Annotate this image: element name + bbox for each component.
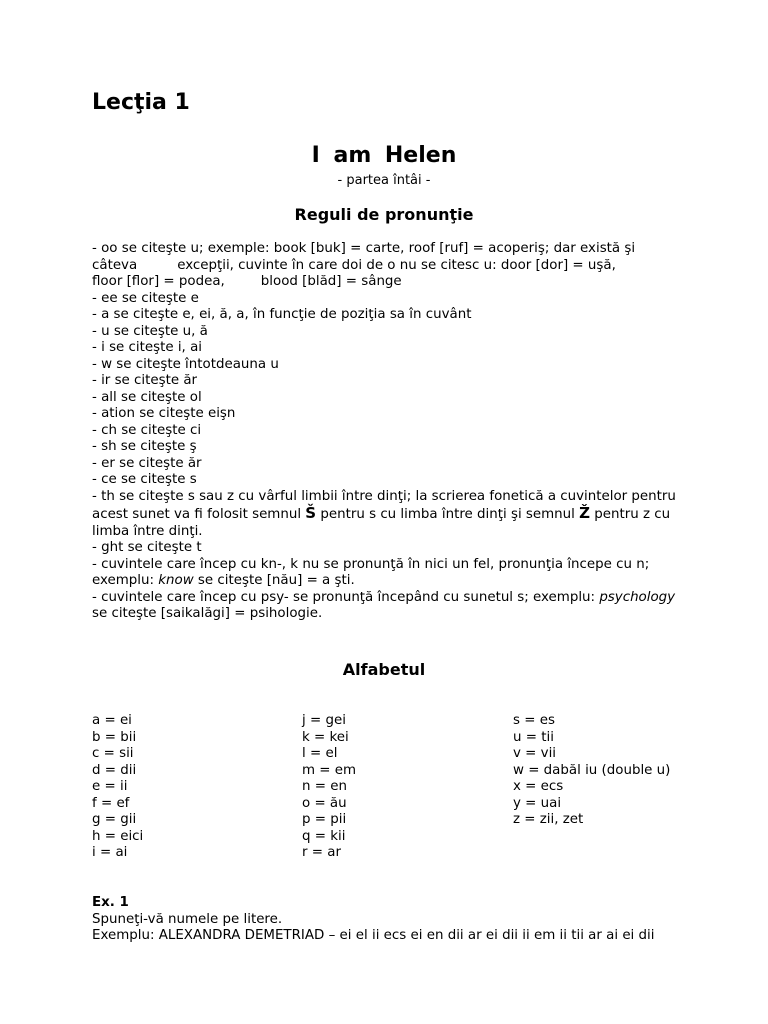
alphabet-letter: s = es — [513, 713, 555, 728]
alphabet-letter: y = uai — [513, 795, 562, 811]
rule-item: - ir se citeşte ăr — [92, 373, 198, 388]
alphabet-heading: Alfabetul — [342, 660, 426, 679]
alphabet-letter: k = kei — [302, 729, 349, 745]
rules-heading: Reguli de pronunţie — [294, 205, 474, 224]
rule-th-text: - th se citeşte s sau z cu vârful limbii între dinţi; la scrierea fonetică a cuvintelor pentru acest sunet va fi folosit semnul — [92, 488, 676, 522]
alphabet-letter: q = kii — [302, 828, 346, 844]
alphabet-letter: c = sii — [92, 746, 134, 761]
story-subtitle: - partea întâi - — [337, 173, 431, 188]
rule-th — [92, 489, 676, 541]
alphabet-letter: d = dii — [92, 762, 137, 778]
rule-psy-text: se citeşte [saikalăgi] = psihologie. — [92, 606, 323, 621]
rule-oo-line-2 — [92, 258, 676, 275]
rule-kn-text: se citeşte [nău] = a şti. — [193, 573, 355, 588]
rule-psy — [92, 590, 676, 623]
rule-item: - w se citeşte întotdeauna u — [92, 356, 279, 372]
alphabet-letter: r = ar — [302, 845, 341, 860]
alphabet-letter: v = vii — [513, 746, 557, 761]
exercise-label: Ex. 1 — [92, 895, 129, 910]
alphabet-letter: n = en — [302, 779, 347, 794]
rule-item: - all se citeşte ol — [92, 389, 202, 405]
rule-item: - ation se citeşte eişn — [92, 406, 236, 421]
rule-item: - u se citeşte u, ă — [92, 323, 208, 339]
rule-psy-text: - cuvintele care încep cu psy- se pronunţă începând cu sunetul s; exemplu: — [92, 589, 600, 605]
rule-item: - i se citeşte i, ai — [92, 340, 202, 355]
alphabet-letter: l = el — [302, 746, 338, 761]
rule-kn-text: - cuvintele care încep cu kn-, k nu se pronunţă în nici un fel, pronunţia începe cu n; exemplu: — [92, 556, 650, 588]
exercise-1 — [92, 895, 676, 945]
alphabet-letter: j = gei — [302, 713, 346, 728]
alphabet-letter: z = zii, zet — [513, 812, 584, 827]
alphabet-column-1 — [92, 713, 143, 862]
rule-item: - sh se citeşte ş — [92, 439, 197, 454]
rule-item: - ch se citeşte ci — [92, 422, 202, 438]
rule-item: - ee se citeşte e — [92, 290, 199, 306]
alphabet-letter: p = pii — [302, 812, 347, 827]
rule-oo-line-1: - oo se citeşte u; exemple: book [buk] = carte, roof [ruf] = acoperiş; dar există şi — [92, 241, 636, 256]
rule-oo-text: câteva — [92, 257, 138, 273]
alphabet-letter: u = tii — [513, 729, 554, 745]
rule-oo-text: blood [blăd] = sânge — [260, 274, 402, 289]
exercise-example: Exemplu: ALEXANDRA DEMETRIAD – ei el ii ecs ei en dii ar ei dii ii em ii tii ar ai ei dii — [92, 928, 655, 943]
lesson-title: Lecţia 1 — [92, 90, 190, 115]
alphabet-letter: a = ei — [92, 713, 132, 728]
alphabet-letter: e = ii — [92, 779, 128, 794]
alphabet-letter: o = ău — [302, 795, 347, 811]
alphabet-letter: b = bii — [92, 729, 137, 745]
alphabet-column-2 — [302, 713, 356, 862]
rule-th-text: pentru z cu limba între dinţi. — [92, 507, 671, 539]
pronunciation-rules — [92, 241, 676, 623]
rule-oo-line-3 — [92, 274, 676, 291]
alphabet-letter: w = dabăl iu (double u) — [513, 762, 671, 778]
rule-oo-text: floor [flor] = podea, — [92, 274, 225, 289]
rule-psy-example: psychology — [599, 589, 676, 605]
rule-th-text: pentru s cu limba între dinţi şi semnul — [316, 507, 580, 522]
exercise-instruction: Spuneţi-vă numele pe litere. — [92, 911, 283, 927]
story-title: I am Helen — [311, 143, 457, 168]
alphabet-letter: f = ef — [92, 795, 130, 811]
rule-item: - ce se citeşte s — [92, 472, 197, 487]
rule-ght: - ght se citeşte t — [92, 540, 202, 555]
phonetic-symbol-s: Š — [305, 504, 317, 522]
alphabet-column-3 — [513, 713, 673, 829]
rule-kn — [92, 557, 676, 590]
alphabet-letter: h = eici — [92, 828, 144, 844]
alphabet-letter: x = ecs — [513, 779, 564, 794]
alphabet-letter: g = gii — [92, 812, 137, 827]
alphabet-letter: i = ai — [92, 845, 128, 860]
rule-item: - er se citeşte ăr — [92, 455, 202, 471]
rule-kn-example: know — [158, 573, 194, 588]
alphabet-table — [92, 713, 692, 863]
alphabet-letter: m = em — [302, 762, 357, 778]
rule-oo-text: excepţii, cuvinte în care doi de o nu se citesc u: door [dor] = uşă, — [177, 257, 616, 273]
rule-item: - a se citeşte e, ei, ă, a, în funcţie de poziţia sa în cuvânt — [92, 307, 472, 322]
phonetic-symbol-z: Ž — [579, 504, 591, 522]
